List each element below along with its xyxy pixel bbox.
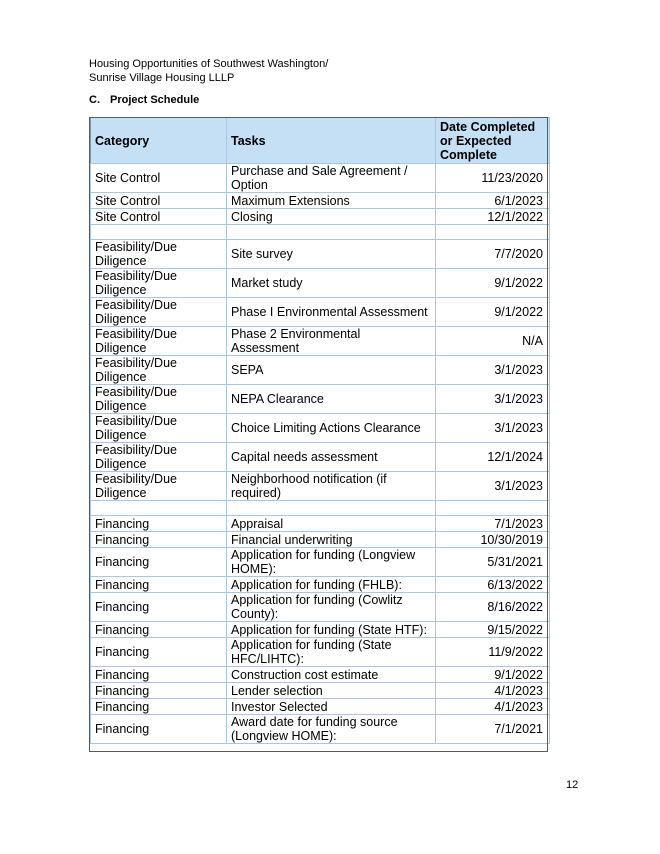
column-header-tasks: Tasks [227, 118, 436, 164]
table-row [91, 269, 550, 298]
cell-category: Financing [91, 548, 227, 577]
table-row [91, 683, 550, 699]
cell-task: Lender selection [227, 683, 436, 699]
cell-category [91, 225, 227, 240]
cell-date: 8/16/2022 [436, 593, 550, 622]
cell-category: Financing [91, 593, 227, 622]
table-row [91, 548, 550, 577]
cell-category: Financing [91, 577, 227, 593]
cell-task: Appraisal [227, 516, 436, 532]
cell-task: Choice Limiting Actions Clearance [227, 414, 436, 443]
org-line-2: Sunrise Village Housing LLLP [89, 72, 235, 84]
cell-task: SEPA [227, 356, 436, 385]
cell-task: Construction cost estimate [227, 667, 436, 683]
cell-category: Financing [91, 683, 227, 699]
cell-category: Feasibility/Due Diligence [91, 269, 227, 298]
cell-date: 9/1/2022 [436, 667, 550, 683]
cell-date [436, 225, 550, 240]
cell-category: Feasibility/Due Diligence [91, 385, 227, 414]
cell-date: 10/30/2019 [436, 532, 550, 548]
cell-category: Financing [91, 715, 227, 744]
cell-date: 9/15/2022 [436, 622, 550, 638]
table-row [91, 593, 550, 622]
cell-category: Financing [91, 622, 227, 638]
table-spacer-row [91, 501, 550, 516]
column-header-category: Category [91, 118, 227, 164]
table-row [91, 622, 550, 638]
organization-header [89, 57, 328, 85]
cell-date: 5/31/2021 [436, 548, 550, 577]
cell-date: 4/1/2023 [436, 699, 550, 715]
table-row [91, 327, 550, 356]
cell-date: 7/7/2020 [436, 240, 550, 269]
table-row [91, 638, 550, 667]
table-row [91, 667, 550, 683]
section-heading [89, 94, 199, 106]
cell-date: 7/1/2023 [436, 516, 550, 532]
cell-date: 12/1/2022 [436, 209, 550, 225]
cell-task: Purchase and Sale Agreement / Option [227, 164, 436, 193]
cell-task: Closing [227, 209, 436, 225]
table-row [91, 298, 550, 327]
table-row [91, 164, 550, 193]
table-row [91, 472, 550, 501]
table-row [91, 443, 550, 472]
column-header-date: Date Completed or Expected Complete [436, 118, 550, 164]
cell-date: 11/9/2022 [436, 638, 550, 667]
section-title: Project Schedule [110, 94, 200, 106]
table-row [91, 240, 550, 269]
cell-task: Application for funding (Longview HOME): [227, 548, 436, 577]
cell-category: Financing [91, 667, 227, 683]
cell-date: 11/23/2020 [436, 164, 550, 193]
cell-category: Feasibility/Due Diligence [91, 414, 227, 443]
page-number: 12 [566, 779, 579, 791]
table-row [91, 385, 550, 414]
table-row [91, 414, 550, 443]
cell-date: 4/1/2023 [436, 683, 550, 699]
cell-category: Feasibility/Due Diligence [91, 240, 227, 269]
cell-date: 9/1/2022 [436, 269, 550, 298]
table-row [91, 356, 550, 385]
cell-category: Financing [91, 516, 227, 532]
table-row [91, 532, 550, 548]
cell-date: 3/1/2023 [436, 472, 550, 501]
cell-task: Market study [227, 269, 436, 298]
cell-category: Financing [91, 699, 227, 715]
cell-date: 3/1/2023 [436, 356, 550, 385]
cell-task: Investor Selected [227, 699, 436, 715]
cell-task: Phase I Environmental Assessment [227, 298, 436, 327]
table-header-row [91, 118, 550, 164]
cell-date: 6/1/2023 [436, 193, 550, 209]
org-line-1: Housing Opportunities of Southwest Washington/ [89, 58, 329, 70]
cell-category: Financing [91, 532, 227, 548]
cell-category: Feasibility/Due Diligence [91, 472, 227, 501]
cell-date: N/A [436, 327, 550, 356]
cell-task: NEPA Clearance [227, 385, 436, 414]
cell-task: Capital needs assessment [227, 443, 436, 472]
table-row [91, 699, 550, 715]
table-row [91, 715, 550, 744]
cell-date: 12/1/2024 [436, 443, 550, 472]
cell-date: 9/1/2022 [436, 298, 550, 327]
cell-category: Feasibility/Due Diligence [91, 327, 227, 356]
table-body [91, 164, 550, 744]
cell-date: 7/1/2021 [436, 715, 550, 744]
table-row [91, 209, 550, 225]
cell-task: Site survey [227, 240, 436, 269]
cell-task: Award date for funding source (Longview HOME): [227, 715, 436, 744]
cell-task: Financial underwriting [227, 532, 436, 548]
cell-date: 3/1/2023 [436, 385, 550, 414]
cell-date [436, 501, 550, 516]
cell-category: Site Control [91, 164, 227, 193]
cell-task: Phase 2 Environmental Assessment [227, 327, 436, 356]
cell-category: Site Control [91, 193, 227, 209]
cell-date: 6/13/2022 [436, 577, 550, 593]
cell-category: Feasibility/Due Diligence [91, 298, 227, 327]
cell-date: 3/1/2023 [436, 414, 550, 443]
cell-category: Financing [91, 638, 227, 667]
table-row [91, 193, 550, 209]
cell-task: Application for funding (State HTF): [227, 622, 436, 638]
cell-task: Maximum Extensions [227, 193, 436, 209]
cell-category [91, 501, 227, 516]
cell-category: Site Control [91, 209, 227, 225]
table-row [91, 516, 550, 532]
cell-task: Neighborhood notification (if required) [227, 472, 436, 501]
cell-task [227, 501, 436, 516]
cell-task: Application for funding (FHLB): [227, 577, 436, 593]
cell-category: Feasibility/Due Diligence [91, 356, 227, 385]
cell-task: Application for funding (State HFC/LIHTC): [227, 638, 436, 667]
cell-task: Application for funding (Cowlitz County): [227, 593, 436, 622]
cell-task [227, 225, 436, 240]
cell-category: Feasibility/Due Diligence [91, 443, 227, 472]
table-spacer-row [91, 225, 550, 240]
section-letter: C. [89, 94, 100, 106]
project-schedule-table [90, 117, 550, 744]
table-row [91, 577, 550, 593]
